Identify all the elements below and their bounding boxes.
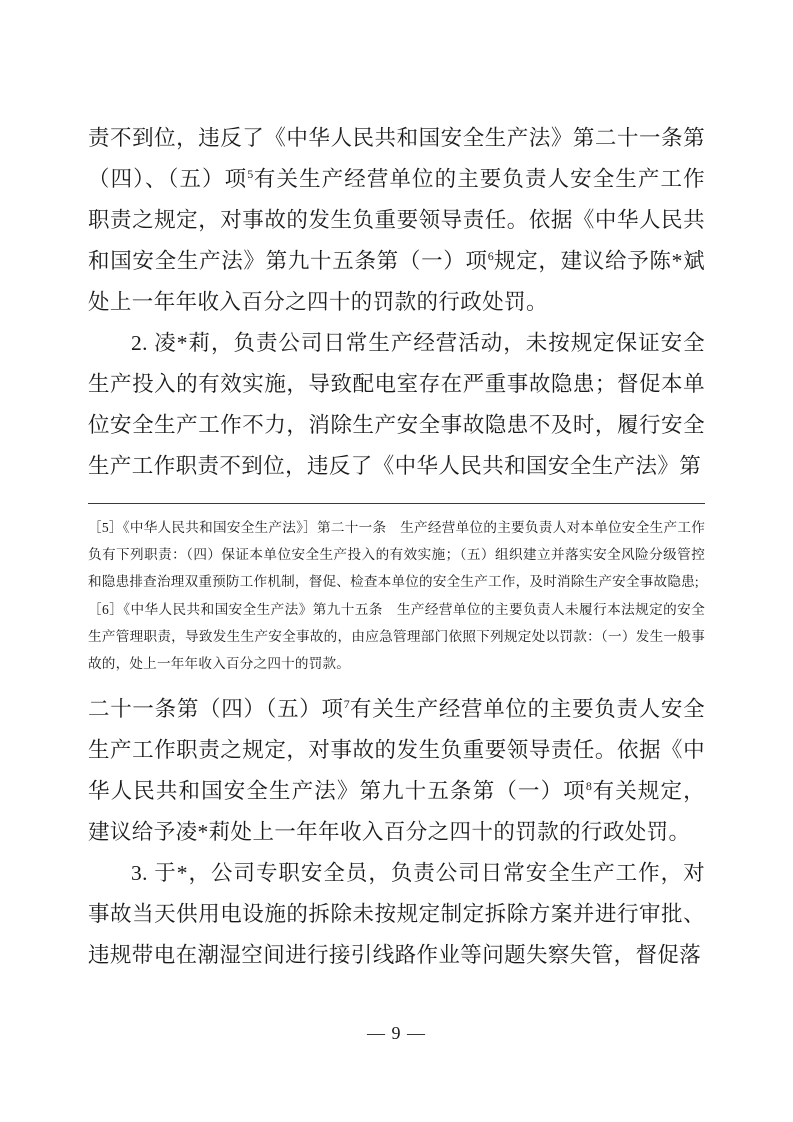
footnote-separator	[88, 503, 705, 504]
paragraph-text: 2. 凌*莉，负责公司日常生产经营活动，未按规定保证安全生产投入的有效实施，导致配电室存在严重事故隐患；督促本单位安全生产工作不力，消除生产安全事故隐患不及时，履行安全生产工作职责不到位，违反了《中华人民共和国安全生产法》第	[88, 331, 705, 478]
footnotes-section	[88, 514, 705, 677]
footnote-marker-5: 5	[247, 166, 254, 181]
footnote-marker-8: 8	[585, 778, 592, 793]
paragraph-text: 有关生产经营单位的主要负责人安全生产工作职责之规定，对事故的发生负重要领导责任。依据《中华人民共和国安全生产法》第九十五条第（一）项	[88, 697, 705, 803]
page-number: — 9 —	[367, 1023, 426, 1043]
footnote-marker: ［6］	[88, 602, 124, 617]
paragraph-text: 有关规定，建议给予凌*莉处上一年年收入百分之四十的罚款的行政处罚。	[88, 779, 705, 844]
footnote-text: 《中华人民共和国安全生产法》］第二十一条 生产经营单位的主要负责人对本单位安全生产工作负有下列职责：（四）保证本单位安全生产投入的有效实施；（五）组织建立并落实安全风险分级管控和隐患排查治理双重预防工作机制，督促、检查本单位的安全生产工作，及时消除生产安全事故隐患;	[88, 520, 705, 589]
paragraph-text: 责不到位，违反了《中华人民共和国安全生产法》第二十一条第（四）、（五）项	[88, 126, 705, 191]
paragraph-text: 二十一条第（四）（五）项	[88, 697, 344, 721]
paragraph-item-2	[88, 323, 705, 487]
footnote-5	[88, 514, 705, 595]
paragraph-continued-2	[88, 689, 705, 853]
footnote-6	[88, 596, 705, 677]
paragraph-continued	[88, 118, 705, 323]
paragraph-text: 规定，建议给予陈*斌处上一年年收入百分之四十的罚款的行政处罚。	[88, 249, 705, 314]
footnote-marker-7: 7	[343, 696, 350, 711]
footnote-marker-6: 6	[487, 248, 494, 263]
footnote-marker: ［5］	[88, 520, 123, 535]
top-body-section	[88, 118, 705, 487]
footnote-text: 《中华人民共和国安全生产法》第九十五条 生产经营单位的主要负责人未履行本法规定的安全生产管理职责，导致发生生产安全事故的，由应急管理部门依照下列规定处以罚款：（一）发生一般事故的，处上一年年收入百分之四十的罚款。	[88, 602, 705, 671]
paragraph-item-3	[88, 853, 705, 976]
bottom-body-section	[88, 689, 705, 976]
paragraph-text: 有关生产经营单位的主要负责人安全生产工作职责之规定，对事故的发生负重要领导责任。依据《中华人民共和国安全生产法》第九十五条第（一）项	[88, 167, 705, 273]
paragraph-text: 3. 于*，公司专职安全员，负责公司日常安全生产工作，对事故当天供用电设施的拆除未按规定制定拆除方案并进行审批、违规带电在潮湿空间进行接引线路作业等问题失察失管，督促落	[88, 861, 705, 967]
